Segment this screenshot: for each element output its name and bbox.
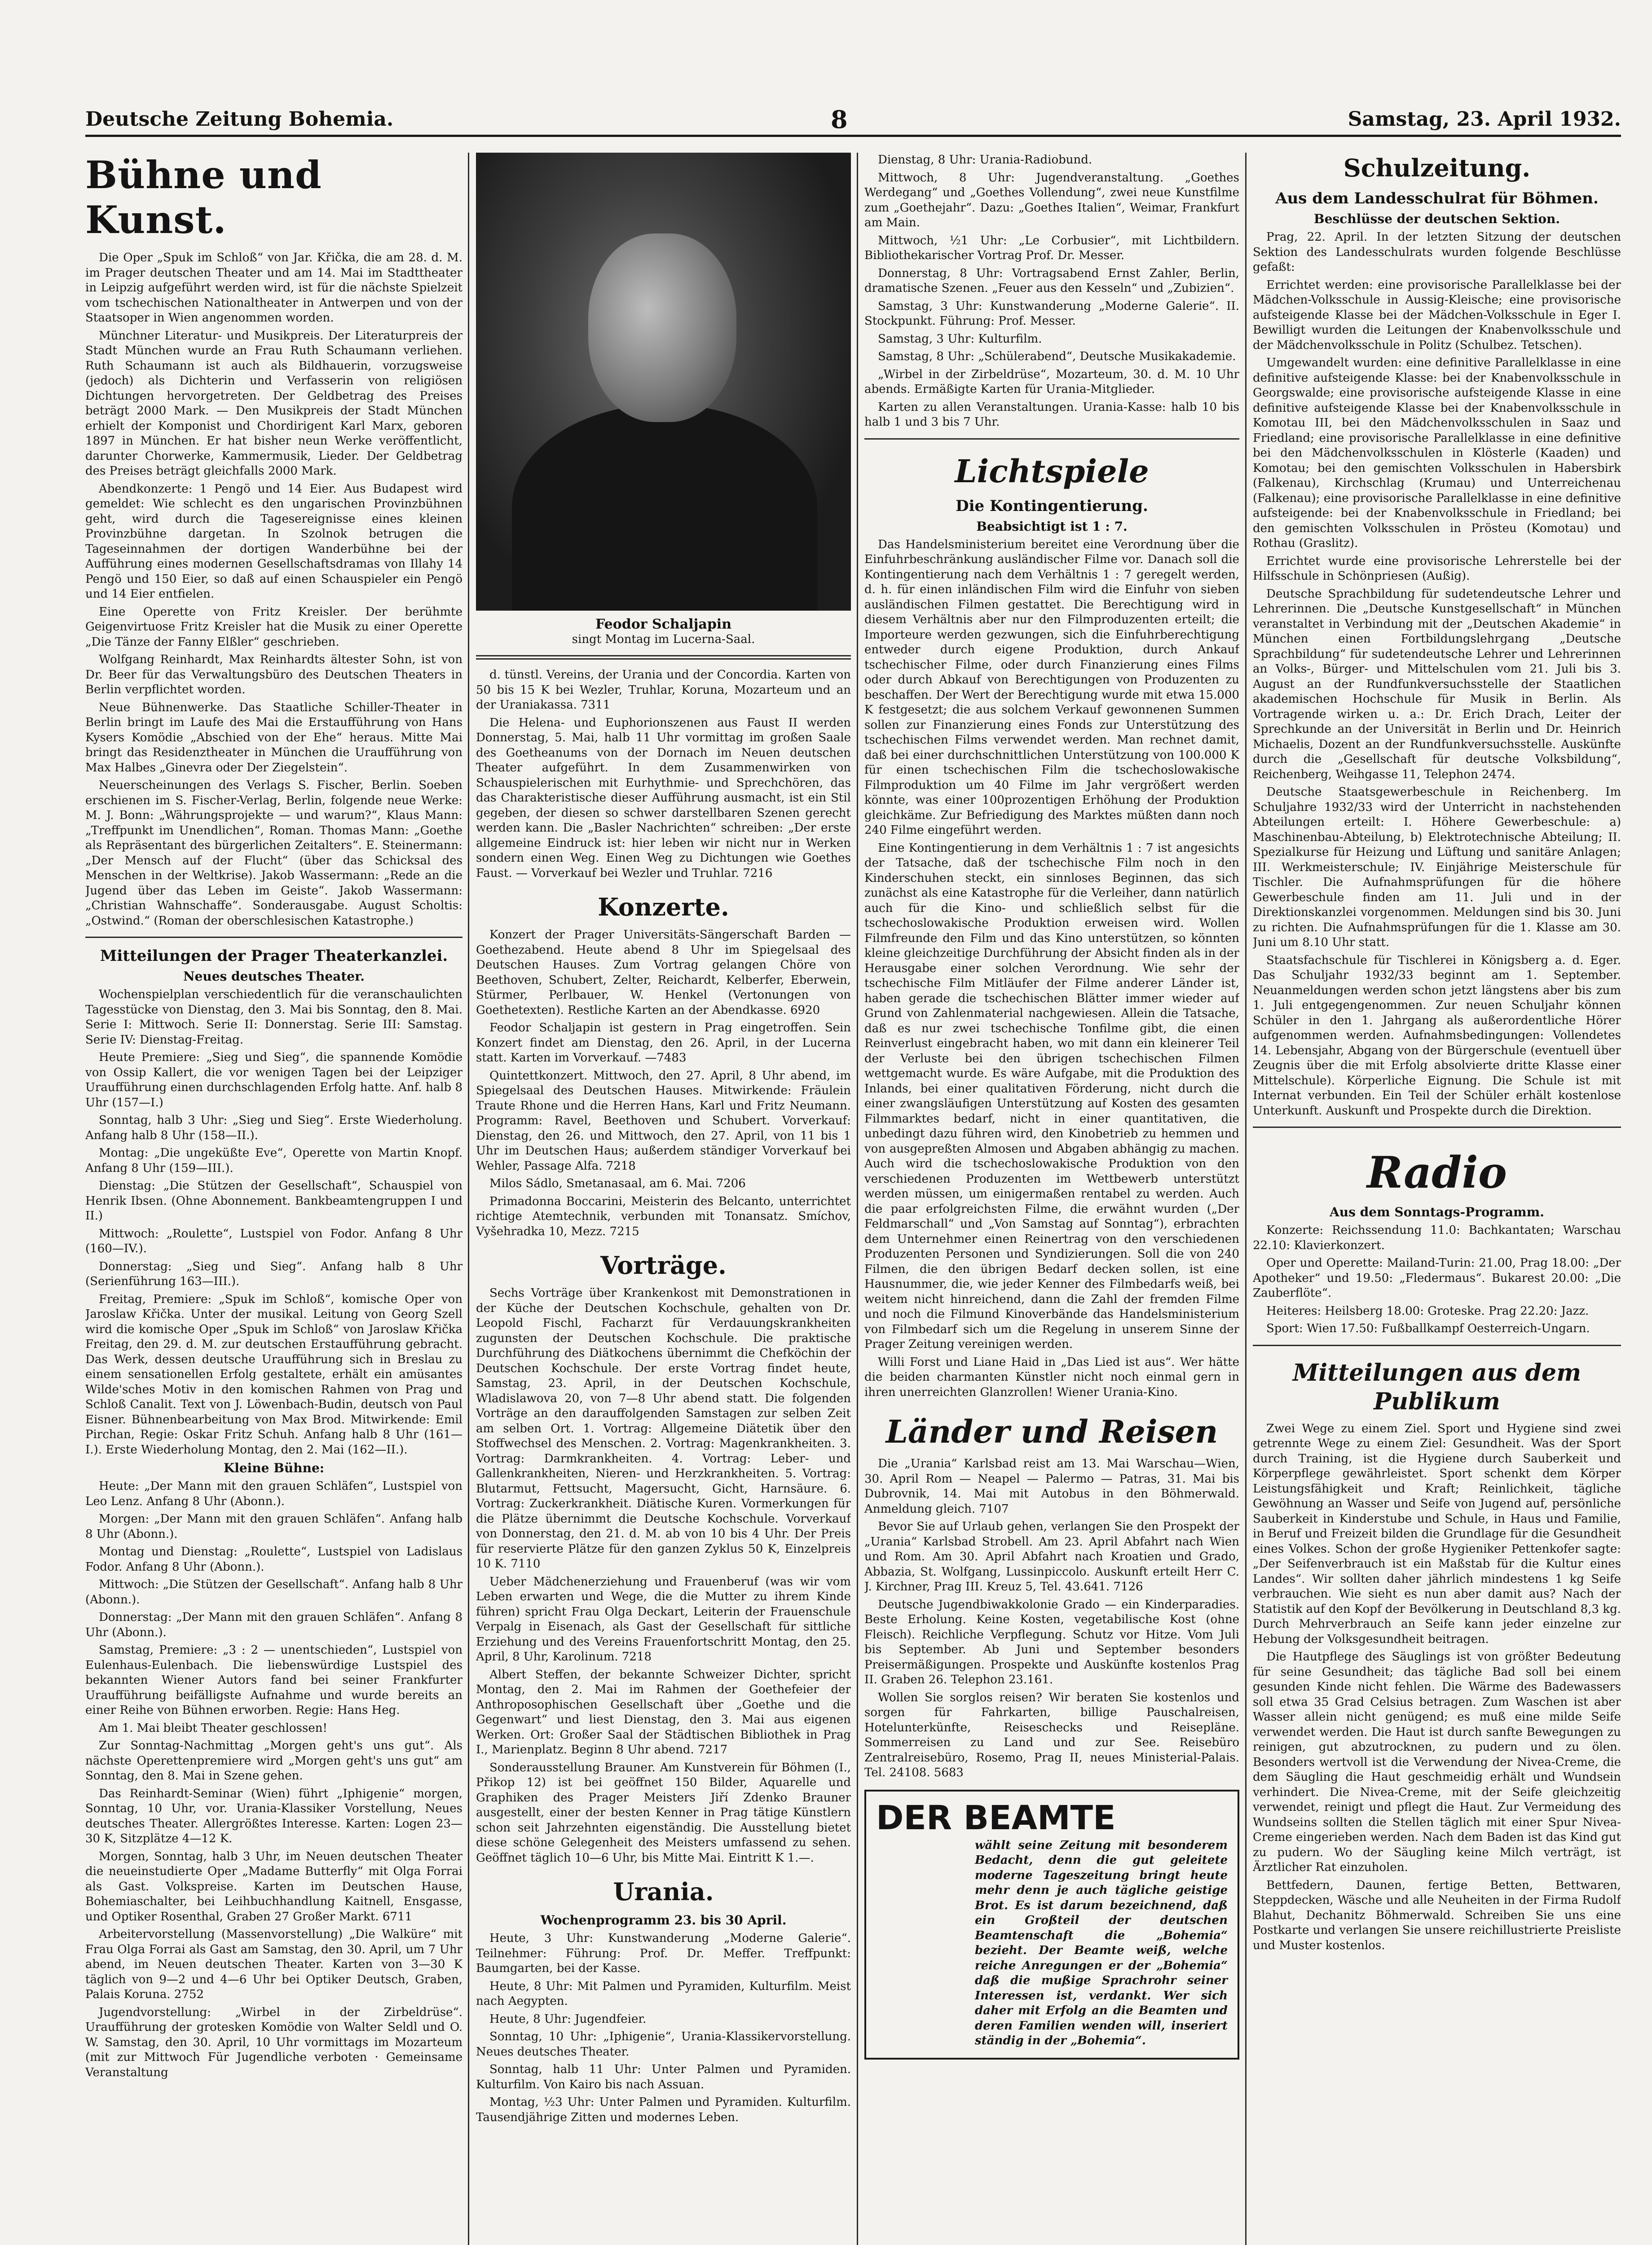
divider [1253, 1345, 1621, 1346]
section-title-urania: Urania. [613, 1877, 714, 1906]
notice: Heute, 8 Uhr: Jugendfeier. [489, 2012, 647, 2026]
article: Abendkonzerte: 1 Pengö und 14 Eier. Aus Budapest wird gemeldet: Wie schlecht es den ungarischen Provinzbühnen geht, wird durch die Tagesereignisse eines kleinen Provinzbühne dargetan. In Szolnok betrugen die Tageseinnahmen der dortigen Wanderbühne bei der Aufführung eines modernen Gesellschaftsdramas von Illahy 14 Pengö und 150 Eier, so daß auf einen Schauspieler ein Pengö und 14 Eier entfielen. [85, 482, 463, 601]
notice: Freitag, Premiere: „Spuk im Schloß“, komische Oper von Jaroslaw Křička. Unter der musikal. Leitung von Georg Szell wird die komische Oper „Spuk im Schloß“ von Jaroslaw Křička Freitag, den 29. d. M. zur deutschen Erstaufführung gebracht. Das Werk, dessen deutsche Uraufführung sich in Breslau zu einem sensationellen Erfolg gestaltete, erhält ein amüsantes Wilde'sches Motiv in den komischen Rahmen von Prag und Schloß Canalit. Text von J. Löwenbach-Budin, deutsch von Paul Eisner. Bühnenbearbeitung von Max Brod. Mitwirkende: Emil Pirchan, Regie: Oskar Fritz Schuh. Anfang halb 8 Uhr (161—I.). Erste Wiederholung Montag, den 2. Mai (162—II.). [85, 1292, 463, 1457]
article: Prag, 22. April. In der letzten Sitzung der deutschen Sektion des Landesschulrats wurden folgende Beschlüsse gefaßt: [1253, 230, 1621, 274]
notice: Donnerstag: „Der Mann mit den grauen Schläfen“. Anfang 8 Uhr (Abonn.). [85, 1611, 463, 1639]
newspaper-page [85, 103, 1621, 2245]
section-title-lichtspiele: Lichtspiele [955, 452, 1149, 490]
notice: Sonntag, 10 Uhr: „Iphigenie“, Urania-Klassikervorstellung. Neues deutsches Theater. [476, 2030, 851, 2059]
notice: Heute, 8 Uhr: Mit Palmen und Pyramiden, Kulturfilm. Meist nach Aegypten. [476, 1979, 851, 2008]
article: Das Handelsministerium bereitet eine Verordnung über die Einfuhrbeschränkung ausländischer Filme vor. Danach soll die Kontingentierung nach dem Verhältnis 1 : 7 geregelt werden, d. h. für einen inländischen Film wird die Einfuhr von sieben ausländischen Filmen gestattet. Die Berechtigung wird in diesem Verhältnis aber nur den Filmproduzenten erteilt; die Importeure werden gezwungen, sich die Einfuhrberechtigung entweder durch eigene Produktion, durch Ankauf tschechischer Filme, oder durch Finanzierung eines Films oder durch Abkauf von Berechtigungen von Produzenten zu beschaffen. Der Wert der Berechtigung wurde mit etwa 15.000 K festgesetzt; die aus solchem Verkauf gewonnenen Summen sollen zur Finanzierung eines Fonds zur Unterstützung des tschechischen Films verwendet werden. Man rechnet damit, daß bei einer durchschnittlichen Unterstützung von 100.000 K für einen tschechischen Film die tschechoslowakische Filmproduktion um 40 Filme im Jahr vergrößert werden könnte, was einer 100prozentigen Erhöhung der Produktion gleichkäme. Zur Befriedigung des Marktes müßten dann noch 240 Filme eingeführt werden. [864, 537, 1239, 837]
notice: Samstag, 3 Uhr: Kulturfilm. [878, 332, 1042, 346]
article: Ueber Mädchenerziehung und Frauenberuf (was wir vom Leben erwarten und Wege, die die Mutter zu ihrem Kinde führen) spricht Frau Olga Deckart, Leiterin der Frauenschule Verpalg in Eisenach, als Gast der Gesellschaft für sittliche Erziehung und des Vereins Frauenfortschritt Montag, den 25. April, 8 Uhr, Karolinum. 7218 [476, 1575, 851, 1664]
notice: Donnerstag: „Sieg und Sieg“. Anfang halb 8 Uhr (Serienführung 163—III.). [85, 1259, 463, 1288]
article: Staatsfachschule für Tischlerei in Königsberg a. d. Eger. Das Schuljahr 1932/33 beginnt am 1. September. Neuanmeldungen werden schon jetzt längstens aber bis zum 1. Juli entgegengenommen. Zur neuen Schuljahr können Schüler in den 1. Jahrgang als außerordentliche Hörer aufgenommen werden. Aufnahmsbedingungen: Vollendetes 14. Lebensjahr, Abgang von der Bürgerschule (eventuell über Zeugnis über die mit Erfolg absolvierte dritte Klasse einer Mittelschule). Körperliche Eignung. Die Schule ist mit Internat verbunden. Ein Teil der Schüler erhält kostenlose Unterkunft. Auskunft und Prospekte durch die Direktion. [1253, 953, 1621, 1118]
section-title-schulzeitung: Schulzeitung. [1343, 154, 1531, 182]
paper-name: Deutsche Zeitung Bohemia. [85, 108, 394, 131]
article: Milos Sádlo, Smetanasaal, am 6. Mai. 7206 [489, 1177, 746, 1190]
article: Errichtet werden: eine provisorische Parallelklasse bei der Mädchen-Volksschule in Aussig-Kleische; eine provisorische aufsteigende Klasse bei der Mädchen-Volksschule in Eger I. Bewilligt wurden die Leitungen der Knabenvolksschule und der Mädchenvolksschule in Politz (Schulbez. Tetschen). [1253, 278, 1621, 352]
notice: Heute, 3 Uhr: Kunstwanderung „Moderne Galerie“. Teilnehmer: Führung: Prof. Dr. Meffer. Treffpunkt: Baumgarten, bei der Kasse. [476, 1932, 851, 1975]
issue-date: Samstag, 23. April 1932. [1348, 108, 1621, 131]
radio-listing: Sport: Wien 17.50: Fußballkampf Oesterreich-Ungarn. [1266, 1322, 1590, 1335]
radio-listing: Heiteres: Heilsberg 18.00: Groteske. Prag 22.20: Jazz. [1266, 1304, 1589, 1318]
article: Die Helena- und Euphorionszenen aus Faust II werden Donnerstag, 5. Mai, halb 11 Uhr vormittag im großen Saale des Goetheanums von der Dornach im Neuen deutschen Theater aufgeführt. In dem Zusammenwirken von Schauspielerischen mit Eurhythmie- und Sprechchören, das das Charakteristische dieser Aufführung ausmacht, ist ein Stil gegeben, der diesen so schwer darstellbaren Szenen gerecht werden kann. Die „Basler Nachrichten“ schreiben: „Der erste allgemeine Eindruck ist: hier leben wir nicht nur in Werken sondern einen Weg. Einen Weg zu Dichtungen wie Goethes Faust. — Vorverkauf bei Wezler und Truhlar. 7216 [476, 716, 851, 880]
divider [864, 438, 1239, 440]
notice: Arbeitervorstellung (Massenvorstellung) „Die Walküre“ mit Frau Olga Forrai als Gast am Samstag, den 30. April, um 7 Uhr abend, im Neuen deutschen Theater. Karten von 3—30 K täglich von 9—2 und 4—6 Uhr bei Optiker Deutsch, Graben, Palais Koruna. 2752 [85, 1928, 463, 2001]
caption-text: singt Montag im Lucerna-Saal. [572, 632, 755, 646]
article-title: Aus dem Landesschulrat für Böhmen. [1275, 189, 1599, 207]
article: Errichtet wurde eine provisorische Lehrerstelle bei der Hilfsschule in Schönpriesen (Außig). [1253, 554, 1621, 583]
portrait-photo [476, 153, 851, 611]
article: Wolfgang Reinhardt, Max Reinhardts ältester Sohn, ist von Dr. Beer für das Verwaltungsbüro des Deutschen Theaters in Berlin verpflichtet worden. [85, 653, 463, 696]
article: Albert Steffen, der bekannte Schweizer Dichter, spricht Montag, den 2. Mai im Rahmen der Goethefeier der Anthroposophischen Gesellschaft über „Goethe und die Gegenwart“ und liest Dienstag, den 3. Mai aus eigenen Werken. Ort: Großer Saal der Städtischen Bibliothek in Prag I., Marienplatz. Beginn 8 Uhr abend. 7217 [476, 1668, 851, 1756]
article: Quintettkonzert. Mittwoch, den 27. April, 8 Uhr abend, im Spiegelsaal des Deutschen Hauses. Mitwirkende: Fräulein Traute Rhone und die Herren Hans, Karl und Fritz Neumann. Programm: Ravel, Beethoven und Schubert. Vorverkauf: Dienstag, den 26. und Mittwoch, den 27. April, von 11 bis 1 Uhr im Deutschen Haus; außerdem ständiger Vorverkauf bei Wehler, Passage Alfa. 7218 [476, 1069, 851, 1173]
notice: Karten zu allen Veranstaltungen. Urania-Kasse: halb 10 bis halb 1 und 3 bis 7 Uhr. [864, 400, 1239, 429]
article-subtitle: Beabsichtigt ist 1 : 7. [976, 519, 1128, 534]
caption-name: Feodor Schaljapin [595, 616, 732, 632]
article: Zwei Wege zu einem Ziel. Sport und Hygiene sind zwei getrennte Wege zu einem Ziel: Gesundheit. Was der Sport durch Training, ist die Hygiene durch Sauberkeit und Körperpflege gewährleistet. Sport schenkt dem Körper Leistungsfähigkeit und Kraft; Reinlichkeit, tägliche Gewöhnung an Wasser und Seife von Jugend auf, persönliche Sauberkeit in Kinderstube und Schule, in Haus und Familie, in Beruf und Freizeit bilden die Grundlage für die Gesundheit eines Volkes. Schon der große Hygieniker Pettenkofer sagte: „Der Seifenverbrauch ist ein Maßstab für die Kultur eines Landes“. Wir sollten daher jährlich mindestens 1 kg Seife verbrauchen. Wie sieht es nun aber damit aus? Nach der Statistik auf den Kopf der Bevölkerung in Deutschland 8,3 kg. Durch Mehrverbrauch an Seife kann jeder einzelne zur Hebung der Volksgesundheit beitragen. [1253, 1422, 1621, 1646]
ad-title: DER BEAMTE [876, 1798, 1116, 1837]
notice: Dienstag, 8 Uhr: Urania-Radiobund. [878, 153, 1093, 167]
notice: Mittwoch: „Die Stützen der Gesellschaft“. Anfang halb 8 Uhr (Abonn.). [85, 1578, 463, 1607]
notice: Samstag, 8 Uhr: „Schülerabend“, Deutsche Musikakademie. [878, 350, 1236, 363]
notice: Wollen Sie sorglos reisen? Wir beraten Sie kostenlos und sorgen für Fahrkarten, billige Pauschalreisen, Hotelunterkünfte, Reiseschecks und Reisepläne. Sommerreisen zu Land und zur See. Reisebüro Zentralreisebüro, Rosemo, Prag II, neues Ministerial-Palais. Tel. 24108. 5683 [864, 1690, 1239, 1779]
notice: Samstag, 3 Uhr: Kunstwanderung „Moderne Galerie“. II. Stockpunkt. Führung: Prof. Messer. [864, 299, 1239, 328]
notice: Das Reinhardt-Seminar (Wien) führt „Iphigenie“ morgen, Sonntag, 10 Uhr, vor. Urania-Klassiker Vorstellung, Neues deutsches Theater. Allergrößtes Interesse. Karten: Logen 23—30 K, Sitzplätze 4—12 K. [85, 1787, 463, 1845]
section-title-radio: Radio [1367, 1147, 1507, 1198]
section-title-laender-reisen: Länder und Reisen [885, 1413, 1218, 1450]
notice: Mittwoch, ½1 Uhr: „Le Corbusier“, mit Lichtbildern. Bibliothekarischer Vortrag Prof. Dr. Messer. [864, 233, 1239, 262]
section-title-publikum: Mitteilungen aus dem Publikum [1292, 1359, 1582, 1415]
column-3 [864, 153, 1239, 2245]
notice: Zur Sonntag-Nachmittag „Morgen geht's uns gut“. Als nächste Operettenpremiere wird „Morgen geht's uns gut“ am Sonntag, den 8. Mai in Szene gehen. [85, 1739, 463, 1783]
ad-text: wählt seine Zeitung mit besonderem Bedacht, denn die gut geleitete moderne Tageszeitung bringt heute mehr denn je auch tägliche geistige Brot. Es ist darum bezeichnend, daß ein Großteil der deutschen Beamtenschaft die „Bohemia“ bezieht. Der Beamte weiß, welche reiche Anregungen er der „Bohemia“ daß die mußige Sprachrohr seiner Interessen ist, verdankt. Wer sich daher mit Erfolg an die Beamten und deren Familien wenden will, inseriert ständig in der „Bohemia“. [975, 1838, 1228, 2047]
section-title-vortraege: Vorträge. [600, 1251, 727, 1280]
subheading: Kleine Bühne: [223, 1461, 325, 1475]
subheading: Aus dem Sonntags-Programm. [1330, 1205, 1544, 1219]
notice: Montag und Dienstag: „Roulette“, Lustspiel von Ladislaus Fodor. Anfang 8 Uhr (Abonn.). [85, 1545, 463, 1574]
photo-face [588, 233, 736, 422]
column-2 [476, 153, 851, 2245]
subheading: Neues deutsches Theater. [183, 969, 365, 984]
masthead [85, 103, 1621, 137]
article: Konzert der Prager Universitäts-Sängerschaft Barden — Goethezabend. Heute abend 8 Uhr im Spiegelsaal des Deutschen Hauses. Zum Vortrag gelangen Chöre von Beethoven, Schubert, Zelter, Reichardt, Kelberfer, Eberwein, Stürmer, Perlbauer, W. Henkel (Vertonungen von Goethetexten). Restliche Karten an der Abendkasse. 6920 [476, 928, 851, 1017]
subheading: Wochenprogramm 23. bis 30 April. [540, 1913, 787, 1928]
notice: Sonntag, halb 11 Uhr: Unter Palmen und Pyramiden. Kulturfilm. Von Kairo bis nach Assuan. [476, 2063, 851, 2091]
article: Willi Forst und Liane Haid in „Das Lied ist aus“. Wer hätte die beiden charmanten Künstler nicht noch einmal gern in ihren unerreichten Glanzrollen! Wiener Urania-Kino. [864, 1355, 1239, 1399]
article: Münchner Literatur- und Musikpreis. Der Literaturpreis der Stadt München wurde an Frau Ruth Schaumann verliehen. Ruth Schaumann ist auch als Bildhauerin, vorzugsweise (jedoch) als Dichterin und Verfasserin von religiösen Dichtungen hervorgetreten. Der Geldbetrag des Preises beträgt 2000 Mark. — Den Musikpreis der Stadt München erhielt der Komponist und Chordirigent Karl Marx, geboren 1897 in München. Er hat bisher neun Werke veröffentlicht, darunter Chorwerke, Kammermusik, Lieder. Der Geldbetrag des Preises beträgt gleichfalls 2000 Mark. [85, 329, 463, 478]
notice: Heute Premiere: „Sieg und Sieg“, die spannende Komödie von Ossip Kallert, die vor wenigen Tagen bei der Leipziger Uraufführung einen durchschlagenden Erfolg hatte. Anf. halb 8 Uhr (157—I.) [85, 1051, 463, 1109]
article: Neue Bühnenwerke. Das Staatliche Schiller-Theater in Berlin bringt im Laufe des Mai die Erstaufführung von Hans Kysers Komödie „Abschied von der Ehe“ heraus. Mitte Mai bringt das Residenztheater in München die Uraufführung von Max Halbes „Ginevra oder Der Ziegelstein“. [85, 700, 463, 775]
column-rule [857, 153, 858, 2245]
notice: Samstag, Premiere: „3 : 2 — unentschieden“, Lustspiel von Eulenhaus-Eulenbach. Die liebenswürdige Lustspiel des bekannten Wiener Autors fand bei seiner Frankfurter Uraufführung beifälligste Aufnahme und wurde bereits an einer Reihe von Bühnen erworben. Regie: Hans Heg. [85, 1643, 463, 1717]
article-title: Die Kontingentierung. [956, 497, 1148, 515]
article: d. tünstl. Vereins, der Urania und der Concordia. Karten von 50 bis 15 K bei Wezler, Truhlar, Koruna, Mozarteum und an der Uraniakassa. 7311 [476, 668, 851, 712]
divider [1253, 1127, 1621, 1128]
column-4 [1253, 153, 1621, 2245]
notice: Sonntag, halb 3 Uhr: „Sieg und Sieg“. Erste Wiederholung. Anfang halb 8 Uhr (158—II.). [85, 1114, 463, 1142]
notice: „Wirbel in der Zirbeldrüse“, Mozarteum, 30. d. M. 10 Uhr abends. Ermäßigte Karten für Urania-Mitglieder. [864, 367, 1239, 396]
divider [85, 937, 463, 938]
notice: Wochenspielplan verschiedentlich für die veranschaulichten Tagesstücke von Dienstag, den 3. Mai bis Sonntag, den 8. Mai. Serie I: Mittwoch. Serie II: Donnerstag. Serie III: Samstag. Serie IV: Dienstag-Freitag. [85, 988, 463, 1047]
article: Sechs Vorträge über Krankenkost mit Demonstrationen in der Küche der Deutschen Kochschule, gehalten von Dr. Leopold Fischl, Facharzt für Verdauungskrankheiten zugunsten der Deutschen Kochschule. Die praktische Durchführung des Diätkochens übernimmt die Chefköchin der Deutschen Kochschule. Der erste Vortrag findet heute, Samstag, 23. April, in der Deutschen Kochschule, Wladislawova 20, von 7—8 Uhr abend statt. Die folgenden Vorträge an den darauffolgenden Samstagen zur selben Zeit am selben Ort. 1. Vortrag: Allgemeine Diätetik über den Stoffwechsel des Menschen. 2. Vortrag: Magenkrankheiten. 3. Vortrag: Darmkrankheiten. 4. Vortrag: Leber- und Gallenkrankheiten, Nieren- und Herzkrankheiten. 5. Vortrag: Blutarmut, Fettsucht, Magersucht, Gicht, Harnsäure. 6. Vortrag: Zuckerkrankheit. Diätische Kuren. Vormerkungen für die Plätze übernimmt die Deutsche Kochschule. Vorverkauf von Donnerstag, den 21. d. M. ab von 10 bis 4 Uhr. Der Preis für reservierte Plätze für den ganzen Zyklus 50 K, Einzelpreis 10 K. 7110 [476, 1286, 851, 1571]
section-title-theaterkanzlei: Mitteilungen der Prager Theaterkanzlei. [100, 947, 448, 965]
notice: Am 1. Mai bleibt Theater geschlossen! [99, 1721, 327, 1735]
radio-listing: Konzerte: Reichssendung 11.0: Bachkantaten; Warschau 22.10: Klavierkonzert. [1253, 1224, 1621, 1252]
notice: Mittwoch: „Roulette“, Lustspiel von Fodor. Anfang 8 Uhr (160—IV.). [85, 1227, 463, 1255]
notice: Deutsche Jugendbiwakkolonie Grado — ein Kinderparadies. Beste Erholung. Keine Kosten, vegetabilische Kost (ohne Fleisch). Reichliche Verpflegung. Schutz vor Hitze. Vom Juli bis September. Ab Juni und September besonders Preisermäßigungen. Prospekte und Auskünfte kostenlos Prag II. Graben 26. Telephon 23.161. [864, 1598, 1239, 1686]
notice: Dienstag: „Die Stützen der Gesellschaft“, Schauspiel von Henrik Ibsen. (Ohne Abonnement. Bankbeamtengruppen I und II.) [85, 1179, 463, 1223]
notice: Morgen: „Der Mann mit den grauen Schläfen“. Anfang halb 8 Uhr (Abonn.). [85, 1512, 463, 1541]
notice: Heute: „Der Mann mit den grauen Schläfen“, Lustspiel von Leo Lenz. Anfang 8 Uhr (Abonn.). [85, 1479, 463, 1508]
article: Eine Operette von Fritz Kreisler. Der berühmte Geigenvirtuose Fritz Kreisler hat die Musik zu einer Operette „Die Tänze der Fanny Elßler“ geschrieben. [85, 605, 463, 649]
article: Sonderausstellung Brauner. Am Kunstverein für Böhmen (I., Přikop 12) ist bei geöffnet 150 Bilder, Aquarelle und Graphiken des Prager Meisters Jiří Zdenko Brauner ausgestellt, einer der besten Kenner in Prag tätige Künstlern schon seit Jahrzehnten eigenständig. Die Ausstellung bietet diese schöne Gelegenheit des Meisters umfassend zu sehen. Geöffnet täglich 10—6 Uhr, bis Mitte Mai. Eintritt K 1.—. [476, 1761, 851, 1865]
section-title-buehne: Bühne und Kunst. [85, 153, 322, 242]
notice: Montag: „Die ungeküßte Eve“, Operette von Martin Knopf. Anfang 8 Uhr (159—III.). [85, 1146, 463, 1175]
notice: Die „Urania“ Karlsbad reist am 13. Mai Warschau—Wien, 30. April Rom — Neapel — Palermo — Patras, 31. Mai bis Dubrovnik, 14. Mai mit Autobus in den Böhmerwald. Anmeldung gleich. 7107 [864, 1457, 1239, 1516]
article: Die Oper „Spuk im Schloß“ von Jar. Křička, die am 28. d. M. im Prager deutschen Theater und am 14. Mai im Stadttheater in Leipzig aufgeführt werden wird, ist für die nächste Spielzeit vom tschechischen Nationaltheater in Antwerpen und von der Staatsoper in Wien angenommen worden. [85, 251, 463, 325]
photo-caption [476, 617, 851, 647]
article: Deutsche Staatsgewerbeschule in Reichenberg. Im Schuljahre 1932/33 wird der Unterricht in nachstehenden Abteilungen erteilt: I. Höhere Gewerbeschule: a) Maschinenbau-Abteilung, b) Elektrotechnische Abteilung; II. Spezialkurse für Heizung und Lüftung und sanitäre Anlagen; III. Werkmeisterschule; IV. Einjährige Meisterschule für Tischler. Die Aufnahmsprüfungen für die höhere Gewerbeschule finden am 11. Juli und in der Direktionskanzlei vorgenommen. Meldungen sind bis 30. Juni zu richten. Die Aufnahmsprüfungen für die 1. Klasse am 30. Juni um 8.10 Uhr statt. [1253, 785, 1621, 949]
page-number: 8 [831, 105, 848, 134]
column-rule [1245, 153, 1247, 2245]
radio-listing: Oper und Operette: Mailand-Turin: 21.00, Prag 18.00: „Der Apotheker“ und 19.50: „Fledermaus“. Bukarest 20.00: „Die Zauberflöte“. [1253, 1256, 1621, 1300]
article: Eine Kontingentierung in dem Verhältnis 1 : 7 ist angesichts der Tatsache, daß der tschechische Film noch in den Kinderschuhen steckt, ein sinnloses Beginnen, das sich zunächst als eine Katastrophe für die Verleiher, dann natürlich auch für die Kino- und schließlich selbst für die tschechoslowakische Produktion erweisen wird. Wollen Filmfreunde den Film und das Kino unterstützen, so könnten kleine gleichzeitige Durchführung der Absicht finden als in der Herausgabe einer solchen Verordnung. Wie sehr der tschechische Film Mitläufer der Filme anderer Länder ist, haben gerade die tschechischen Blätter immer wieder auf Grund von Zahlenmaterial nachgewiesen. Allein die Tatsache, daß es nur zwei tschechische Tonfilme gibt, die einen Reinverlust eingebracht haben, wo mit dann ein kleinerer Teil der Verluste bei den übrigen tschechischen Filmen wettgemacht wurde. Es wäre Aufgabe, mit die Produktion des Inlands, bei einer qualitativen Förderung, nicht durch die einer zwangsläufigen Unterstützung auf Kosten des gesamten Filmmarktes bedarf, nicht in einer quantitativen, die unbedingt dazu führen wird, den Kinobetrieb zu hemmen und von ausgepreßten Almosen und Abgaben abhängig zu machen. Auch wird die tschechoslowakische Produktion von den verschiedenen Produzenten im Wettbewerb unterstützt werden müssen, um einigermaßen rentabel zu werden. Auch die paar erfolgreichsten Filme, die erwähnt wurden („Der Feldmarschall“ und „Von Samstag auf Sonntag“), erbrachten dem Unternehmer einen Reinertrag von den verschiedenen Produzenten Personen und Syndizierungen. Soll die von 240 Filmen, die den übrigen Bedarf decken sollen, ist eine Hausnummer, die, wie jeder Kenner des Filmbedarfs weiß, bei weitem nicht hinreichend, dann die Zahl der fremden Filme und noch die Filmund Kinoverbände das Handelsministerium von Filmbedarf sich um die Regelung in unserem Sinne der Prager Zeitung vereinigen werden. [864, 841, 1239, 1351]
article: Umgewandelt wurden: eine definitive Parallelklasse in eine definitive aufsteigende Klasse: bei der Knabenvolksschule in Georgswalde; eine provisorische aufsteigende Klasse in eine definitive aufsteigende Klasse bei der Knabenvolksschule in Komotau III, bei den Mädchenvolksschulen in Saaz und Friedland; eine provisorische Parallelklasse in eine definitive bei den Mädchenvolksschulen in Klösterle (Kaaden) und Komotau; bei den gemischten Volksschulen in Habersbirk (Falkenau), Kirchschlag (Krumau) und Unterreichenau (Falkenau); eine provisorische Parallelklasse in eine definitive aufsteigende: bei der Knabenvolksschule in Friedland; bei den gemischten Volksschulen in Prösteu (Komotau) und Rothau (Graslitz). [1253, 356, 1621, 550]
section-title-konzerte: Konzerte. [598, 893, 729, 921]
notice: Jugendvorstellung: „Wirbel in der Zirbeldrüse“. Uraufführung der grotesken Komödie von Walter Seldl und O. W. Samstag, den 30. April, 10 Uhr vormittags im Mozarteum (mit zur Mittwoch Für Jugendliche verboten · Gemeinsame Veranstaltung [85, 2005, 463, 2079]
article: Neuerscheinungen des Verlags S. Fischer, Berlin. Soeben erschienen im S. Fischer-Verlag, Berlin, folgende neue Werke: M. J. Bonn: „Währungsprojekte — und warum?“, Klaus Mann: „Treffpunkt im Unendlichen“, Roman. Thomas Mann: „Goethe als Repräsentant des bürgerlichen Zeitalters“. E. Steinermann: „Der Mensch auf der Flucht“ (über das Schicksal des Menschen in der Weltkrise). Jakob Wassermann: „Rede an die Jugend über das Leben im Geiste“. Jakob Wassermann: „Christian Wahnschaffe“. Sonderausgabe. August Scholtis: „Ostwind.“ (Roman der oberschlesischen Katastrophe.) [85, 779, 463, 928]
article: Feodor Schaljapin ist gestern in Prag eingetroffen. Sein Konzert findet am Dienstag, den 26. April, in der Lucerna statt. Karten im Vorverkauf. —7483 [476, 1021, 851, 1065]
notice: Bevor Sie auf Urlaub gehen, verlangen Sie den Prospekt der „Urania“ Karlsbad Strobell. Am 23. April Abfahrt nach Wien und Rom. Am 30. April Abfahrt nach Kroatien und Grado, Abbazia, St. Wolfgang, Lussinpiccolo. Auskunft erteilt Herr C. J. Kirchner, Prag III. Kreuz 5, Tel. 43.641. 7126 [864, 1520, 1239, 1594]
notice: Donnerstag, 8 Uhr: Vortragsabend Ernst Zahler, Berlin, dramatische Szenen. „Feuer aus den Kesseln“ und „Zubizien“. [864, 266, 1239, 295]
column-rule [468, 153, 469, 2245]
article: Primadonna Boccarini, Meisterin des Belcanto, unterrichtet richtige Atemtechnik, verbunden mit Tonansatz. Smíchov, Vyšehradka 10, Mezz. 7215 [476, 1194, 851, 1238]
divider [476, 655, 851, 660]
advertisement-der-beamte [864, 1790, 1239, 2060]
notice: Montag, ½3 Uhr: Unter Palmen und Pyramiden. Kulturfilm. Tausendjährige Zitten und modernes Leben. [476, 2095, 851, 2124]
article: Deutsche Sprachbildung für sudetendeutsche Lehrer und Lehrerinnen. Die „Deutsche Kunstgesellschaft“ in München veranstaltet in Verbindung mit der „Deutschen Akademie“ in München einen Fortbildungslehrgang „Deutsche Sprachbildung“ für sudetendeutsche Lehrer und Lehrerinnen an Volks-, Bürger- und Mittelschulen vom 21. Juli bis 3. August an der Rundfunkversuchsstelle der Staatlichen akademischen Hochschule für Musik in Berlin. Als Vortragende wirken u. a.: Dr. Erich Drach, Leiter der Sprechkunde an der Universität in Berlin und Dr. Heinrich Michaelis, Dozent an der Rundfunkversuchsstelle. Auskünfte durch die „Gesellschaft für deutsche Volksbildung“, Reichenberg, Weihgasse 11, Telephon 2474. [1253, 587, 1621, 781]
notice: Mittwoch, 8 Uhr: Jugendveranstaltung. „Goethes Werdegang“ und „Goethes Vollendung“, zwei neue Kunstfilme zum „Goethejahr“. Dazu: „Goethes Italien“, Weimar, Frankfurt am Main. [864, 171, 1239, 229]
photo-figure [512, 404, 817, 611]
article: Bettfedern, Daunen, fertige Betten, Bettwaren, Steppdecken, Wäsche und alle Neuheiten in der Firma Rudolf Blahut, Dechanitz Böhmerwald. Schreiben Sie uns eine Postkarte und verlangen Sie unsere reichillustrierte Preisliste und Muster kostenlos. [1253, 1878, 1621, 1952]
column-1 [85, 153, 463, 2245]
notice: Morgen, Sonntag, halb 3 Uhr, im Neuen deutschen Theater die neueinstudierte Oper „Madame Butterfly“ mit Olga Forrai als Gast. Volkspreise. Karten im Deutschen Hause, Bohemiaschalter, bei Leihbuchhandlung Kaitnell, Ensgasse, und Optiker Rosenthal, Graben 27 Großer Markt. 6711 [85, 1849, 463, 1924]
article: Die Hautpflege des Säuglings ist von größter Bedeutung für seine Gesundheit; das tägliche Bad soll bei einem gesunden Kinde nicht fehlen. Die Wärme des Badewassers soll etwa 35 Grad Celsius betragen. Zum Waschen ist aber Wasser allein nicht genügend; es muß eine milde Seife verwendet werden. Die Haut ist durch sanfte Bewegungen zu reinigen, gut abzutrocknen, zu pudern und zu ölen. Besonders wertvoll ist die Verwendung der Nivea-Creme, die dem Säugling die Haut geschmeidig erhält und Wundsein verhindert. Die Nivea-Creme, mit der Seife gleichzeitig verwendet, reinigt und pflegt die Haut. Zur Vermeidung des Wundseins sollten die Stellen täglich mit einer Spur Nivea-Creme eingerieben werden. Nach dem Baden ist das Kind gut zu pudern. Wo der Säugling keine Milch verträgt, ist Ärztlicher Rat einzuholen. [1253, 1650, 1621, 1874]
article-subtitle: Beschlüsse der deutschen Sektion. [1313, 211, 1560, 226]
